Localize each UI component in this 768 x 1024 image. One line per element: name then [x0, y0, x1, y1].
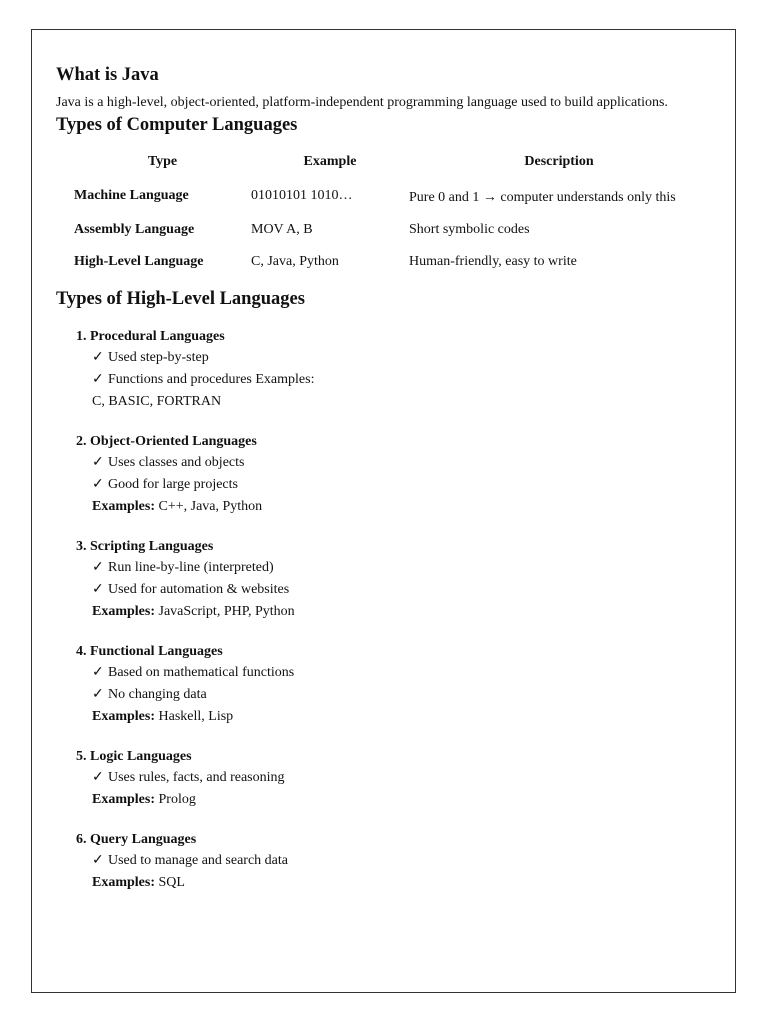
bullet-point	[92, 474, 736, 496]
bullet-point-text: Uses rules, facts, and reasoning	[108, 770, 285, 785]
header-example: Example	[303, 154, 357, 169]
check-icon: ✓	[92, 853, 104, 868]
check-icon: ✓	[92, 665, 104, 680]
examples-line	[92, 496, 736, 517]
table-row	[74, 222, 709, 254]
table-row	[74, 188, 709, 222]
example-cell: 01010101 1010…	[251, 188, 353, 203]
type-cell: High-Level Language	[74, 254, 204, 269]
list-item-name: Object-Oriented Languages	[90, 434, 257, 449]
check-icon: ✓	[92, 770, 104, 785]
examples-line	[92, 789, 736, 810]
description-cell: Human-friendly, easy to write	[409, 254, 577, 269]
examples-label: Examples:	[92, 499, 155, 514]
section-title-what-is-java: What is Java	[56, 65, 159, 85]
list-item-body	[76, 557, 736, 622]
list-item-number: 4.	[76, 644, 87, 659]
bullet-point	[92, 579, 736, 601]
list-item-heading	[76, 641, 736, 662]
list-item-heading	[76, 829, 736, 850]
examples-line	[92, 706, 736, 727]
list-item-body	[76, 347, 736, 412]
bullet-point	[92, 767, 736, 789]
bullet-point	[92, 347, 736, 369]
examples-label: Examples:	[92, 875, 155, 890]
examples-value: Haskell, Lisp	[158, 709, 234, 724]
section-title-computer-languages: Types of Computer Languages	[56, 115, 298, 135]
check-icon: ✓	[92, 560, 104, 575]
document-content	[56, 62, 736, 912]
examples-label: Examples:	[92, 792, 155, 807]
list-item	[76, 641, 736, 727]
examples-continuation: C, BASIC, FORTRAN	[92, 394, 222, 409]
bullet-point-text: Used for automation & websites	[108, 582, 290, 597]
check-icon: ✓	[92, 582, 104, 597]
bullet-point	[92, 850, 736, 872]
list-item-name: Functional Languages	[90, 644, 223, 659]
bullet-point	[92, 452, 736, 474]
list-item-heading	[76, 536, 736, 557]
bullet-point	[92, 662, 736, 684]
list-item-number: 1.	[76, 329, 87, 344]
computer-languages-table	[74, 154, 709, 286]
list-item-name: Logic Languages	[90, 749, 192, 764]
check-icon: ✓	[92, 455, 104, 470]
list-item-number: 6.	[76, 832, 87, 847]
list-item	[76, 746, 736, 810]
list-item-body	[76, 452, 736, 517]
bullet-point-text: No changing data	[108, 687, 207, 702]
list-item-body	[76, 662, 736, 727]
examples-value: JavaScript, PHP, Python	[158, 604, 295, 619]
bullet-point-text: Based on mathematical functions	[108, 665, 295, 680]
list-item-number: 3.	[76, 539, 87, 554]
list-item-heading	[76, 431, 736, 452]
check-icon: ✓	[92, 372, 104, 387]
table-row	[74, 254, 709, 286]
type-cell: Assembly Language	[74, 222, 195, 237]
check-icon: ✓	[92, 477, 104, 492]
list-item	[76, 431, 736, 517]
bullet-point	[92, 557, 736, 579]
list-item-number: 2.	[76, 434, 87, 449]
list-item-name: Procedural Languages	[90, 329, 225, 344]
examples-label: Examples:	[92, 709, 155, 724]
description-cell: Pure 0 and 1 → computer understands only this	[409, 190, 676, 205]
list-item-name: Scripting Languages	[90, 539, 214, 554]
section-title-high-level-languages: Types of High-Level Languages	[56, 289, 305, 309]
list-item	[76, 326, 736, 412]
examples-line	[92, 601, 736, 622]
high-level-languages-list	[56, 326, 736, 893]
bullet-point-text: Functions and procedures Examples:	[108, 372, 315, 387]
bullet-point-text: Used step-by-step	[108, 350, 209, 365]
header-description: Description	[524, 154, 594, 169]
bullet-point-text: Used to manage and search data	[108, 853, 288, 868]
list-item-number: 5.	[76, 749, 87, 764]
bullet-point-text: Run line-by-line (interpreted)	[108, 560, 274, 575]
bullet-point	[92, 369, 736, 391]
examples-line	[92, 872, 736, 893]
examples-label: Examples:	[92, 604, 155, 619]
list-item-body	[76, 767, 736, 810]
bullet-point-text: Good for large projects	[108, 477, 238, 492]
check-icon: ✓	[92, 687, 104, 702]
list-item	[76, 536, 736, 622]
description-cell: Short symbolic codes	[409, 222, 530, 237]
examples-value: SQL	[158, 875, 185, 890]
type-cell: Machine Language	[74, 188, 189, 203]
list-item-name: Query Languages	[90, 832, 197, 847]
bullet-point-text: Uses classes and objects	[108, 455, 245, 470]
example-cell: MOV A, B	[251, 222, 313, 237]
examples-value: C++, Java, Python	[158, 499, 263, 514]
intro-paragraph: Java is a high-level, object-oriented, platform-independent programming language used to build applications.	[56, 95, 668, 110]
table-header-row	[74, 154, 709, 188]
list-item-heading	[76, 746, 736, 767]
list-item	[76, 829, 736, 893]
list-item-body	[76, 850, 736, 893]
example-cell: C, Java, Python	[251, 254, 339, 269]
examples-value: Prolog	[158, 792, 196, 807]
bullet-point	[92, 684, 736, 706]
list-item-heading	[76, 326, 736, 347]
header-type: Type	[147, 154, 178, 169]
check-icon: ✓	[92, 350, 104, 365]
